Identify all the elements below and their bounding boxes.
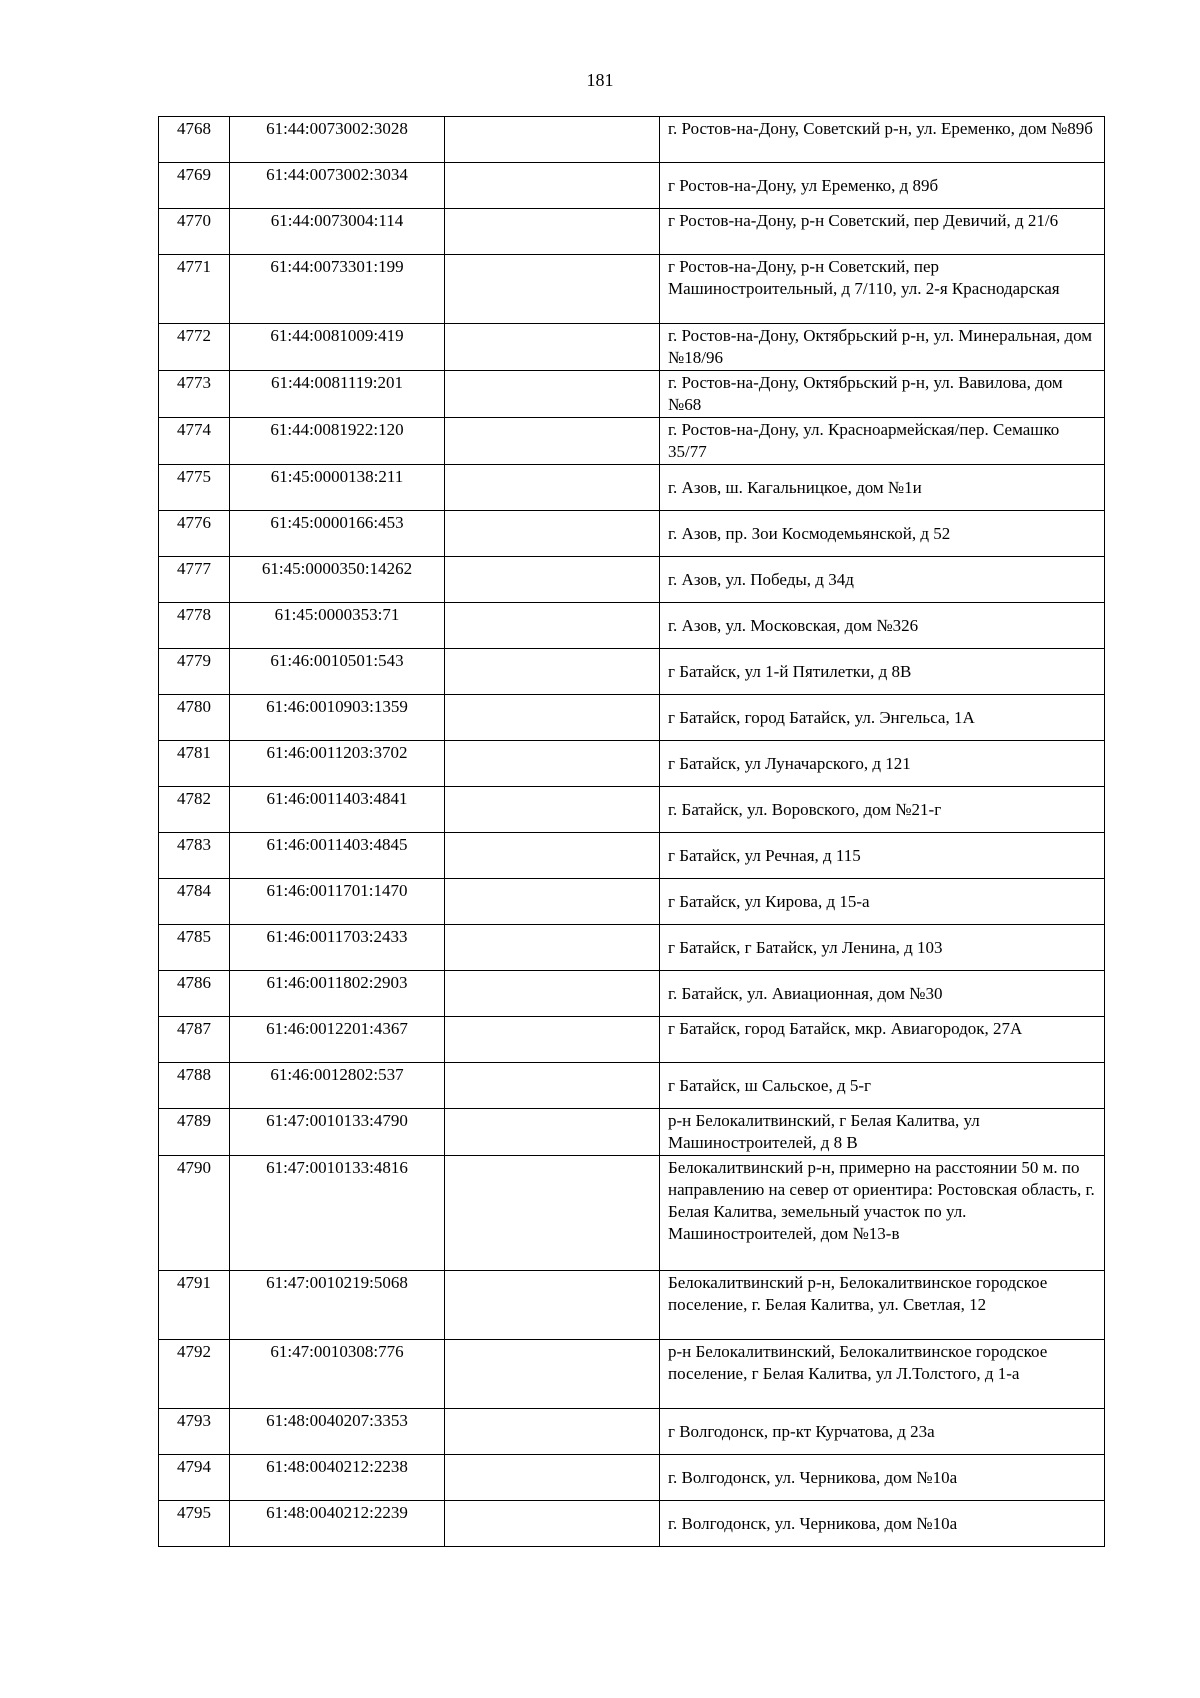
address: г. Ростов-на-Дону, Октябрьский р-н, ул. Вавилова, дом №68 — [660, 371, 1105, 418]
cadastral-number: 61:46:0011703:2433 — [230, 925, 445, 971]
row-number: 4787 — [159, 1017, 230, 1063]
cadastral-number: 61:46:0011802:2903 — [230, 971, 445, 1017]
table-row — [159, 787, 1105, 833]
table-row — [159, 1017, 1105, 1063]
empty-cell — [445, 163, 660, 209]
empty-cell — [445, 925, 660, 971]
address: г Батайск, ул 1-й Пятилетки, д 8В — [660, 649, 1105, 695]
cadastral-number: 61:47:0010308:776 — [230, 1340, 445, 1409]
row-number: 4789 — [159, 1109, 230, 1156]
empty-cell — [445, 1340, 660, 1409]
empty-cell — [445, 418, 660, 465]
cadastral-number: 61:46:0011701:1470 — [230, 879, 445, 925]
empty-cell — [445, 971, 660, 1017]
row-number: 4777 — [159, 557, 230, 603]
cadastral-number: 61:46:0012802:537 — [230, 1063, 445, 1109]
cadastral-number: 61:45:0000166:453 — [230, 511, 445, 557]
registry-table — [158, 116, 1105, 1547]
table-row — [159, 1271, 1105, 1340]
table-row — [159, 371, 1105, 418]
cadastral-number: 61:46:0010903:1359 — [230, 695, 445, 741]
row-number: 4785 — [159, 925, 230, 971]
empty-cell — [445, 603, 660, 649]
table-row — [159, 465, 1105, 511]
address: г. Азов, ш. Кагальницкое, дом №1и — [660, 465, 1105, 511]
address: г. Батайск, ул. Воровского, дом №21-г — [660, 787, 1105, 833]
cadastral-number: 61:44:0081119:201 — [230, 371, 445, 418]
cadastral-number: 61:48:0040212:2238 — [230, 1455, 445, 1501]
table-row — [159, 255, 1105, 324]
address: г Батайск, ул Речная, д 115 — [660, 833, 1105, 879]
empty-cell — [445, 324, 660, 371]
row-number: 4786 — [159, 971, 230, 1017]
empty-cell — [445, 1409, 660, 1455]
cadastral-number: 61:45:0000353:71 — [230, 603, 445, 649]
empty-cell — [445, 649, 660, 695]
table-row — [159, 649, 1105, 695]
cadastral-number: 61:47:0010133:4790 — [230, 1109, 445, 1156]
empty-cell — [445, 1271, 660, 1340]
address: г Батайск, город Батайск, мкр. Авиагородок, 27А — [660, 1017, 1105, 1063]
table-row — [159, 1455, 1105, 1501]
empty-cell — [445, 511, 660, 557]
empty-cell — [445, 255, 660, 324]
row-number: 4790 — [159, 1156, 230, 1271]
empty-cell — [445, 465, 660, 511]
table-row — [159, 209, 1105, 255]
cadastral-number: 61:47:0010219:5068 — [230, 1271, 445, 1340]
table-row — [159, 925, 1105, 971]
empty-cell — [445, 117, 660, 163]
row-number: 4771 — [159, 255, 230, 324]
cadastral-number: 61:46:0011203:3702 — [230, 741, 445, 787]
address: г. Ростов-на-Дону, ул. Красноармейская/пер. Семашко 35/77 — [660, 418, 1105, 465]
row-number: 4779 — [159, 649, 230, 695]
cadastral-number: 61:48:0040212:2239 — [230, 1501, 445, 1547]
empty-cell — [445, 1156, 660, 1271]
table-row — [159, 741, 1105, 787]
address: Белокалитвинский р-н, Белокалитвинское городское поселение, г. Белая Калитва, ул. Светлая, 12 — [660, 1271, 1105, 1340]
row-number: 4781 — [159, 741, 230, 787]
address: г. Ростов-на-Дону, Советский р-н, ул. Еременко, дом №89б — [660, 117, 1105, 163]
row-number: 4792 — [159, 1340, 230, 1409]
table-row — [159, 603, 1105, 649]
table-row — [159, 117, 1105, 163]
empty-cell — [445, 787, 660, 833]
address: г. Азов, ул. Победы, д 34д — [660, 557, 1105, 603]
empty-cell — [445, 695, 660, 741]
cadastral-number: 61:46:0012201:4367 — [230, 1017, 445, 1063]
address: г Батайск, ул Кирова, д 15-а — [660, 879, 1105, 925]
row-number: 4791 — [159, 1271, 230, 1340]
row-number: 4773 — [159, 371, 230, 418]
empty-cell — [445, 1455, 660, 1501]
cadastral-number: 61:44:0081922:120 — [230, 418, 445, 465]
table-row — [159, 557, 1105, 603]
table-row — [159, 695, 1105, 741]
table-row — [159, 324, 1105, 371]
address: г. Азов, пр. Зои Космодемьянской, д 52 — [660, 511, 1105, 557]
address: р-н Белокалитвинский, Белокалитвинское городское поселение, г Белая Калитва, ул Л.Толстого, д 1-а — [660, 1340, 1105, 1409]
table-row — [159, 1501, 1105, 1547]
address: г Батайск, ул Луначарского, д 121 — [660, 741, 1105, 787]
table-row — [159, 971, 1105, 1017]
table-row — [159, 879, 1105, 925]
cadastral-number: 61:46:0011403:4845 — [230, 833, 445, 879]
table-row — [159, 1340, 1105, 1409]
empty-cell — [445, 833, 660, 879]
address: г Батайск, г Батайск, ул Ленина, д 103 — [660, 925, 1105, 971]
table-row — [159, 1409, 1105, 1455]
empty-cell — [445, 741, 660, 787]
row-number: 4778 — [159, 603, 230, 649]
row-number: 4788 — [159, 1063, 230, 1109]
row-number: 4784 — [159, 879, 230, 925]
row-number: 4770 — [159, 209, 230, 255]
address: г Волгодонск, пр-кт Курчатова, д 23а — [660, 1409, 1105, 1455]
address: г Ростов-на-Дону, ул Еременко, д 89б — [660, 163, 1105, 209]
empty-cell — [445, 1063, 660, 1109]
address: Белокалитвинский р-н, примерно на расстоянии 50 м. по направлению на север от ориентира: Ростовская область, г. Белая Калитва, земельный участок по ул. Машиностроителей, дом №13-в — [660, 1156, 1105, 1271]
empty-cell — [445, 1109, 660, 1156]
cadastral-number: 61:44:0073004:114 — [230, 209, 445, 255]
address: г Ростов-на-Дону, р-н Советский, пер Девичий, д 21/6 — [660, 209, 1105, 255]
address: г. Волгодонск, ул. Черникова, дом №10а — [660, 1455, 1105, 1501]
cadastral-number: 61:44:0081009:419 — [230, 324, 445, 371]
table-row — [159, 511, 1105, 557]
cadastral-number: 61:45:0000350:14262 — [230, 557, 445, 603]
address: г Батайск, ш Сальское, д 5-г — [660, 1063, 1105, 1109]
address: г. Волгодонск, ул. Черникова, дом №10а — [660, 1501, 1105, 1547]
table-row — [159, 1063, 1105, 1109]
cadastral-number: 61:44:0073002:3034 — [230, 163, 445, 209]
cadastral-number: 61:44:0073301:199 — [230, 255, 445, 324]
row-number: 4794 — [159, 1455, 230, 1501]
table-row — [159, 163, 1105, 209]
cadastral-number: 61:45:0000138:211 — [230, 465, 445, 511]
empty-cell — [445, 209, 660, 255]
row-number: 4768 — [159, 117, 230, 163]
row-number: 4775 — [159, 465, 230, 511]
empty-cell — [445, 879, 660, 925]
address: г Батайск, город Батайск, ул. Энгельса, 1А — [660, 695, 1105, 741]
empty-cell — [445, 557, 660, 603]
address: г. Ростов-на-Дону, Октябрьский р-н, ул. Минеральная, дом №18/96 — [660, 324, 1105, 371]
row-number: 4783 — [159, 833, 230, 879]
cadastral-number: 61:46:0010501:543 — [230, 649, 445, 695]
empty-cell — [445, 371, 660, 418]
address: г. Азов, ул. Московская, дом №326 — [660, 603, 1105, 649]
cadastral-number: 61:47:0010133:4816 — [230, 1156, 445, 1271]
cadastral-number: 61:44:0073002:3028 — [230, 117, 445, 163]
table-row — [159, 833, 1105, 879]
row-number: 4795 — [159, 1501, 230, 1547]
row-number: 4774 — [159, 418, 230, 465]
address: г. Батайск, ул. Авиационная, дом №30 — [660, 971, 1105, 1017]
row-number: 4793 — [159, 1409, 230, 1455]
cadastral-number: 61:46:0011403:4841 — [230, 787, 445, 833]
address: р-н Белокалитвинский, г Белая Калитва, ул Машиностроителей, д 8 В — [660, 1109, 1105, 1156]
empty-cell — [445, 1017, 660, 1063]
table-row — [159, 418, 1105, 465]
row-number: 4769 — [159, 163, 230, 209]
table-row — [159, 1109, 1105, 1156]
row-number: 4782 — [159, 787, 230, 833]
page-number: 181 — [586, 70, 614, 90]
row-number: 4780 — [159, 695, 230, 741]
address: г Ростов-на-Дону, р-н Советский, пер Машиностроительный, д 7/110, ул. 2-я Краснодарская — [660, 255, 1105, 324]
table-row — [159, 1156, 1105, 1271]
empty-cell — [445, 1501, 660, 1547]
cadastral-number: 61:48:0040207:3353 — [230, 1409, 445, 1455]
row-number: 4772 — [159, 324, 230, 371]
row-number: 4776 — [159, 511, 230, 557]
